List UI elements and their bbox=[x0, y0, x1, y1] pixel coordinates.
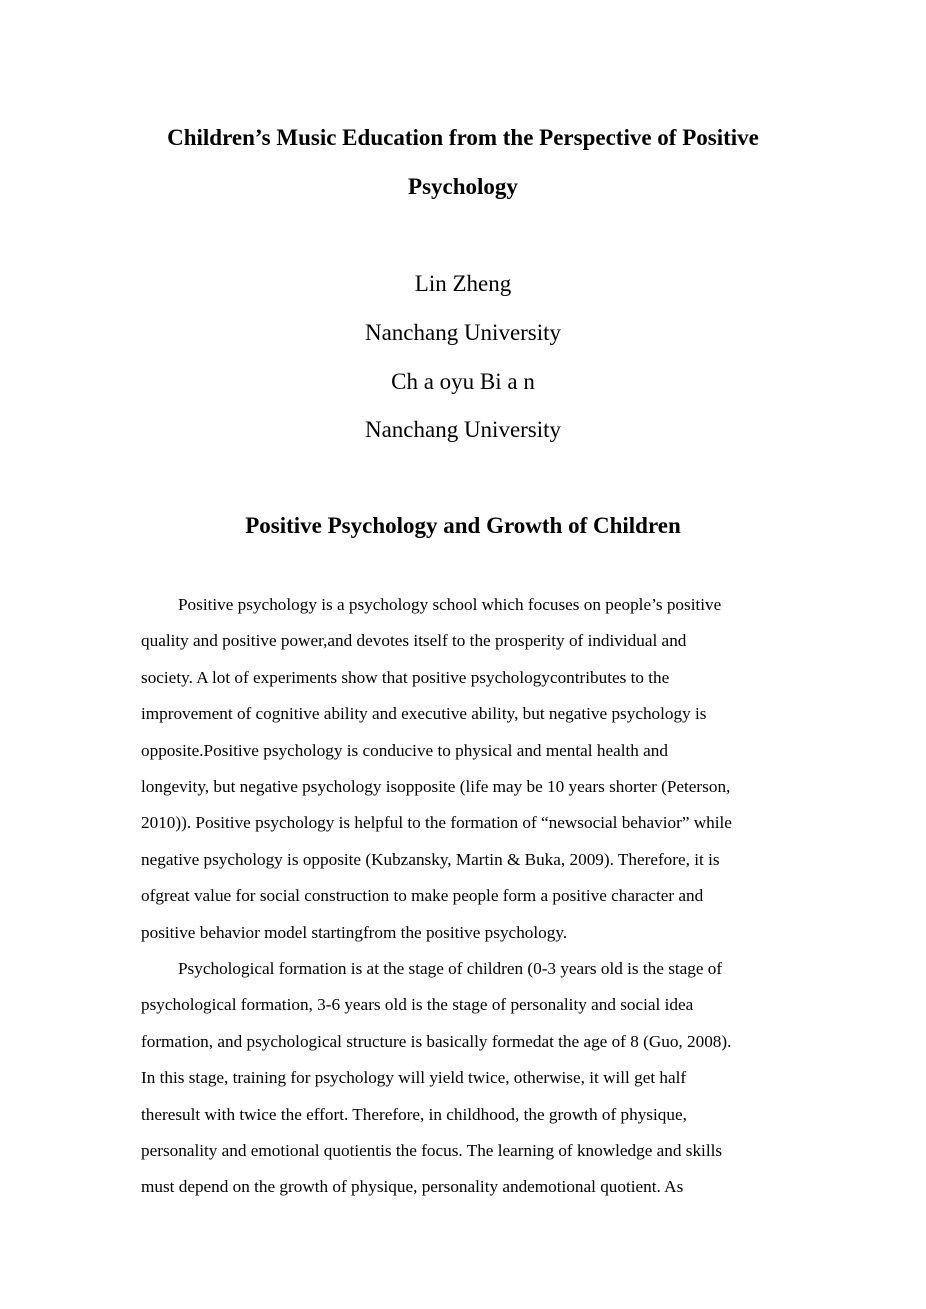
paragraph-line: formation, and psychological structure is basically formedat the age of 8 (Guo, 2008). bbox=[141, 1031, 732, 1051]
paragraph-line: opposite.Positive psychology is conducive to physical and mental health and bbox=[141, 740, 668, 760]
paragraph-line: improvement of cognitive ability and executive ability, but negative psychology is bbox=[141, 704, 707, 724]
paragraph-line: society. A lot of experiments show that positive psychologycontributes to the bbox=[141, 667, 670, 687]
paragraph-line: psychological formation, 3-6 years old is the stage of personality and social idea bbox=[141, 995, 694, 1015]
section-heading: Positive Psychology and Growth of Children bbox=[245, 513, 681, 538]
paragraph-line: personality and emotional quotientis the focus. The learning of knowledge and skills bbox=[141, 1141, 723, 1161]
paper-title-line-2: Psychology bbox=[408, 174, 518, 199]
paragraph-line: longevity, but negative psychology isopposite (life may be 10 years shorter (Peterson, bbox=[141, 777, 731, 797]
paragraph-line: 2010)). Positive psychology is helpful to the formation of “newsocial behavior” while bbox=[141, 813, 732, 833]
author-name: Lin Zheng bbox=[414, 271, 512, 296]
paragraph-line: ofgreat value for social construction to make people form a positive character and bbox=[141, 886, 704, 906]
paragraph-line: theresult with twice the effort. Therefore, in childhood, the growth of physique, bbox=[141, 1104, 687, 1124]
author-affiliation: Nanchang University bbox=[364, 417, 562, 442]
paper-title-line-1: Children’s Music Education from the Perspective of Positive bbox=[167, 125, 759, 150]
paragraph-line: negative psychology is opposite (Kubzansky, Martin & Buka, 2009). Therefore, it is bbox=[141, 849, 720, 869]
body-paragraph bbox=[141, 587, 801, 951]
paragraph-line: Psychological formation is at the stage of children (0-3 years old is the stage of bbox=[178, 959, 723, 978]
body-paragraph bbox=[141, 951, 801, 1206]
paragraph-line: must depend on the growth of physique, personality andemotional quotient. As bbox=[141, 1177, 684, 1197]
paragraph-line: positive behavior model startingfrom the positive psychology. bbox=[141, 922, 568, 942]
author-name: Ch a oyu Bi a n bbox=[391, 369, 535, 394]
author-affiliation: Nanchang University bbox=[364, 320, 562, 345]
paragraph-line: quality and positive power,and devotes itself to the prosperity of individual and bbox=[141, 631, 687, 651]
paragraph-line: Positive psychology is a psychology school which focuses on people’s positive bbox=[178, 595, 722, 614]
paragraph-line: In this stage, training for psychology will yield twice, otherwise, it will get half bbox=[141, 1068, 687, 1088]
